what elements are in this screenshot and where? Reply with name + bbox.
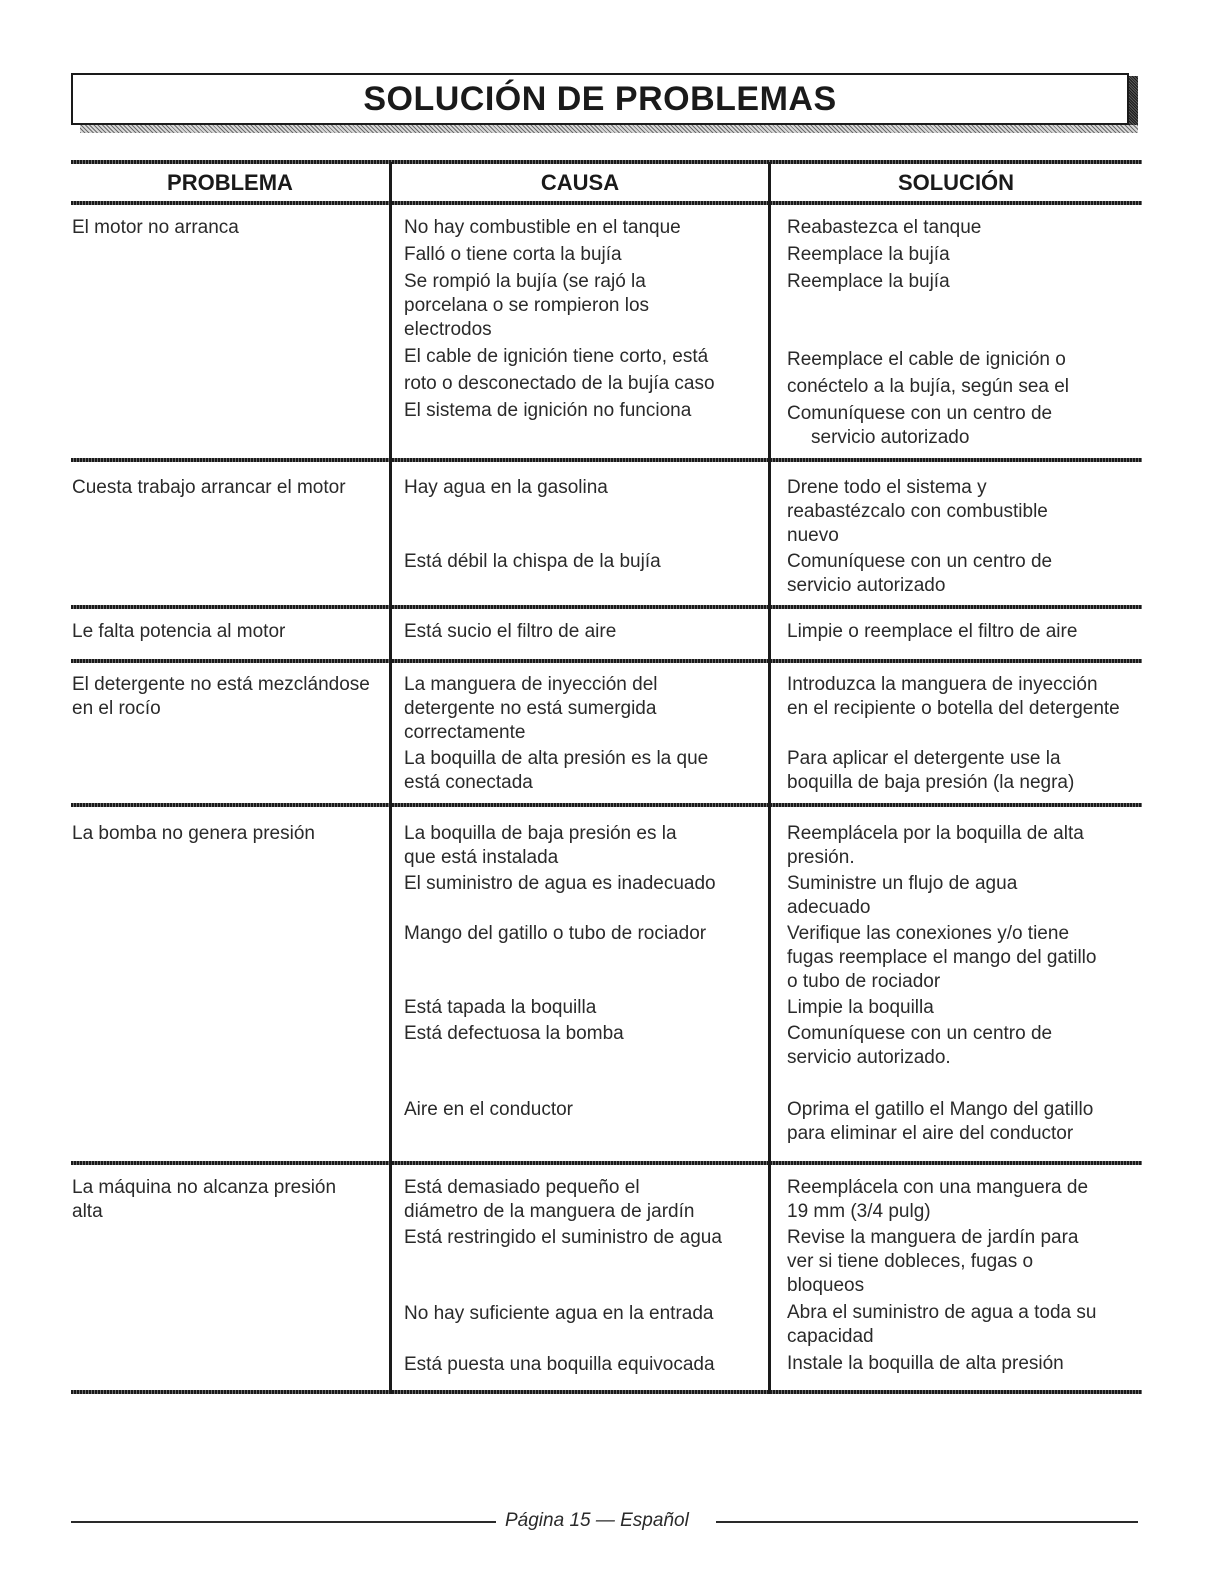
- solution-cell: [787, 620, 1077, 644]
- cause-cell: [404, 673, 708, 795]
- cause-text: roto o desconectado de la bujía caso: [404, 373, 715, 394]
- cause-text: que está instalada: [404, 847, 559, 868]
- solution-text: Reabastezca el tanque: [787, 217, 982, 238]
- cause-text: Está tapada la boquilla: [404, 997, 597, 1018]
- footer-rule-left: [71, 1521, 496, 1523]
- problem-text: Cuesta trabajo arrancar el motor: [72, 477, 346, 498]
- solution-cell: [787, 1176, 1096, 1376]
- cause-text: No hay suficiente agua en la entrada: [404, 1303, 714, 1324]
- solution-text: reabastézcalo con combustible: [787, 501, 1048, 522]
- solution-text: Limpie o reemplace el filtro de aire: [787, 621, 1078, 642]
- solution-text: servicio autorizado.: [787, 1047, 951, 1068]
- cause-text: Falló o tiene corta la bujía: [404, 244, 622, 265]
- cause-text: está conectada: [404, 772, 533, 793]
- cause-cell: [404, 822, 716, 1122]
- solution-text: servicio autorizado: [811, 427, 970, 448]
- solution-text: Drene todo el sistema y: [787, 477, 987, 498]
- solution-text: Reemplácela por la boquilla de alta: [787, 823, 1084, 844]
- cause-text: detergente no está sumergida: [404, 698, 657, 719]
- cause-text: Está puesta una boquilla equivocada: [404, 1354, 715, 1375]
- solution-text: Reemplácela con una manguera de: [787, 1177, 1089, 1198]
- cause-text: Se rompió la bujía (se rajó la: [404, 271, 646, 292]
- solution-text: adecuado: [787, 897, 871, 918]
- column-header-causa: CAUSA: [540, 170, 620, 195]
- column-header-problema: PROBLEMA: [167, 170, 293, 195]
- cause-text: Está demasiado pequeño el: [404, 1177, 640, 1198]
- title-shadow-bottom: [80, 125, 1138, 133]
- solution-text: Para aplicar el detergente use la: [787, 748, 1061, 769]
- problem-text: en el rocío: [72, 698, 161, 719]
- cause-text: electrodos: [404, 319, 492, 340]
- page-title: SOLUCIÓN DE PROBLEMAS: [363, 80, 837, 118]
- solution-text: o tubo de rociador: [787, 971, 941, 992]
- problem-text: El detergente no está mezclándose: [72, 674, 370, 695]
- footer-rule-right: [716, 1521, 1138, 1523]
- cause-text: Aire en el conductor: [404, 1099, 573, 1120]
- cause-text: Está restringido el suministro de agua: [404, 1227, 722, 1248]
- problem-text: La máquina no alcanza presión: [72, 1177, 337, 1198]
- solution-text: boquilla de baja presión (la negra): [787, 772, 1075, 793]
- cause-text: diámetro de la manguera de jardín: [404, 1201, 695, 1222]
- solution-text: nuevo: [787, 525, 839, 546]
- solution-text: bloqueos: [787, 1275, 865, 1296]
- solution-text: Reemplace el cable de ignición o: [787, 349, 1066, 370]
- cause-text: El suministro de agua es inadecuado: [404, 873, 716, 894]
- cause-text: porcelana o se rompieron los: [404, 295, 650, 316]
- cause-text: La boquilla de baja presión es la: [404, 823, 677, 844]
- page-footer: Página 15 — Español: [505, 1510, 689, 1531]
- solution-text: para eliminar el aire del conductor: [787, 1123, 1074, 1144]
- solution-cell: [787, 673, 1120, 795]
- solution-text: Instale la boquilla de alta presión: [787, 1353, 1064, 1374]
- cause-cell: [404, 1176, 722, 1377]
- problem-text: La bomba no genera presión: [72, 823, 315, 844]
- solution-text: capacidad: [787, 1326, 874, 1347]
- cause-text: Está defectuosa la bomba: [404, 1023, 624, 1044]
- row-rule: [71, 1161, 1142, 1165]
- solution-text: Oprima el gatillo el Mango del gatillo: [787, 1099, 1094, 1120]
- problem-text: Le falta potencia al motor: [72, 621, 286, 642]
- cause-text: El cable de ignición tiene corto, está: [404, 346, 709, 367]
- column-divider: [389, 162, 392, 1394]
- cause-text: correctamente: [404, 722, 526, 743]
- column-header-solucion: SOLUCIÓN: [897, 170, 1015, 195]
- cause-text: No hay combustible en el tanque: [404, 217, 681, 238]
- solution-text: conéctelo a la bujía, según sea el: [787, 376, 1070, 397]
- solution-text: Comuníquese con un centro de: [787, 403, 1053, 424]
- solution-text: presión.: [787, 847, 855, 868]
- problem-cell: [72, 822, 315, 846]
- problem-cell: [72, 476, 346, 500]
- cause-text: La boquilla de alta presión es la que: [404, 748, 709, 769]
- cause-text: La manguera de inyección del: [404, 674, 658, 695]
- solution-text: Comuníquese con un centro de: [787, 1023, 1053, 1044]
- solution-text: 19 mm (3/4 pulg): [787, 1201, 931, 1222]
- table-bottom-rule: [71, 1390, 1142, 1394]
- problem-cell: [72, 216, 239, 240]
- table-top-rule: [71, 160, 1142, 164]
- cause-text: Está débil la chispa de la bujía: [404, 551, 661, 572]
- solution-text: Revise la manguera de jardín para: [787, 1227, 1079, 1248]
- solution-text: en el recipiente o botella del detergente: [787, 698, 1120, 719]
- cause-cell: [404, 216, 715, 423]
- problem-text: alta: [72, 1201, 103, 1222]
- problem-text: El motor no arranca: [72, 217, 239, 238]
- cause-text: El sistema de ignición no funciona: [404, 400, 692, 421]
- solution-text: servicio autorizado: [787, 575, 946, 596]
- solution-cell: [787, 476, 1052, 598]
- solution-text: Introduzca la manguera de inyección: [787, 674, 1098, 695]
- solution-text: Reemplace la bujía: [787, 271, 950, 292]
- solution-text: Suministre un flujo de agua: [787, 873, 1018, 894]
- row-rule: [71, 458, 1142, 462]
- cause-text: Está sucio el filtro de aire: [404, 621, 617, 642]
- solution-cell: [787, 216, 1069, 450]
- cause-text: Mango del gatillo o tubo de rociador: [404, 923, 707, 944]
- header-rule: [71, 201, 1142, 205]
- row-rule: [71, 659, 1142, 663]
- solution-text: Verifique las conexiones y/o tiene: [787, 923, 1070, 944]
- cause-text: Hay agua en la gasolina: [404, 477, 608, 498]
- problem-cell: [72, 673, 370, 721]
- problem-cell: [72, 1176, 336, 1224]
- row-rule: [71, 605, 1142, 609]
- problem-cell: [72, 620, 285, 644]
- solution-text: Limpie la boquilla: [787, 997, 934, 1018]
- solution-cell: [787, 822, 1096, 1146]
- row-rule: [71, 803, 1142, 807]
- cause-cell: [404, 476, 661, 574]
- solution-text: Abra el suministro de agua a toda su: [787, 1302, 1097, 1323]
- solution-text: fugas reemplace el mango del gatillo: [787, 947, 1097, 968]
- solution-text: Reemplace la bujía: [787, 244, 950, 265]
- cause-cell: [404, 620, 616, 644]
- solution-text: ver si tiene dobleces, fugas o: [787, 1251, 1034, 1272]
- solution-text: Comuníquese con un centro de: [787, 551, 1053, 572]
- column-divider: [768, 162, 771, 1394]
